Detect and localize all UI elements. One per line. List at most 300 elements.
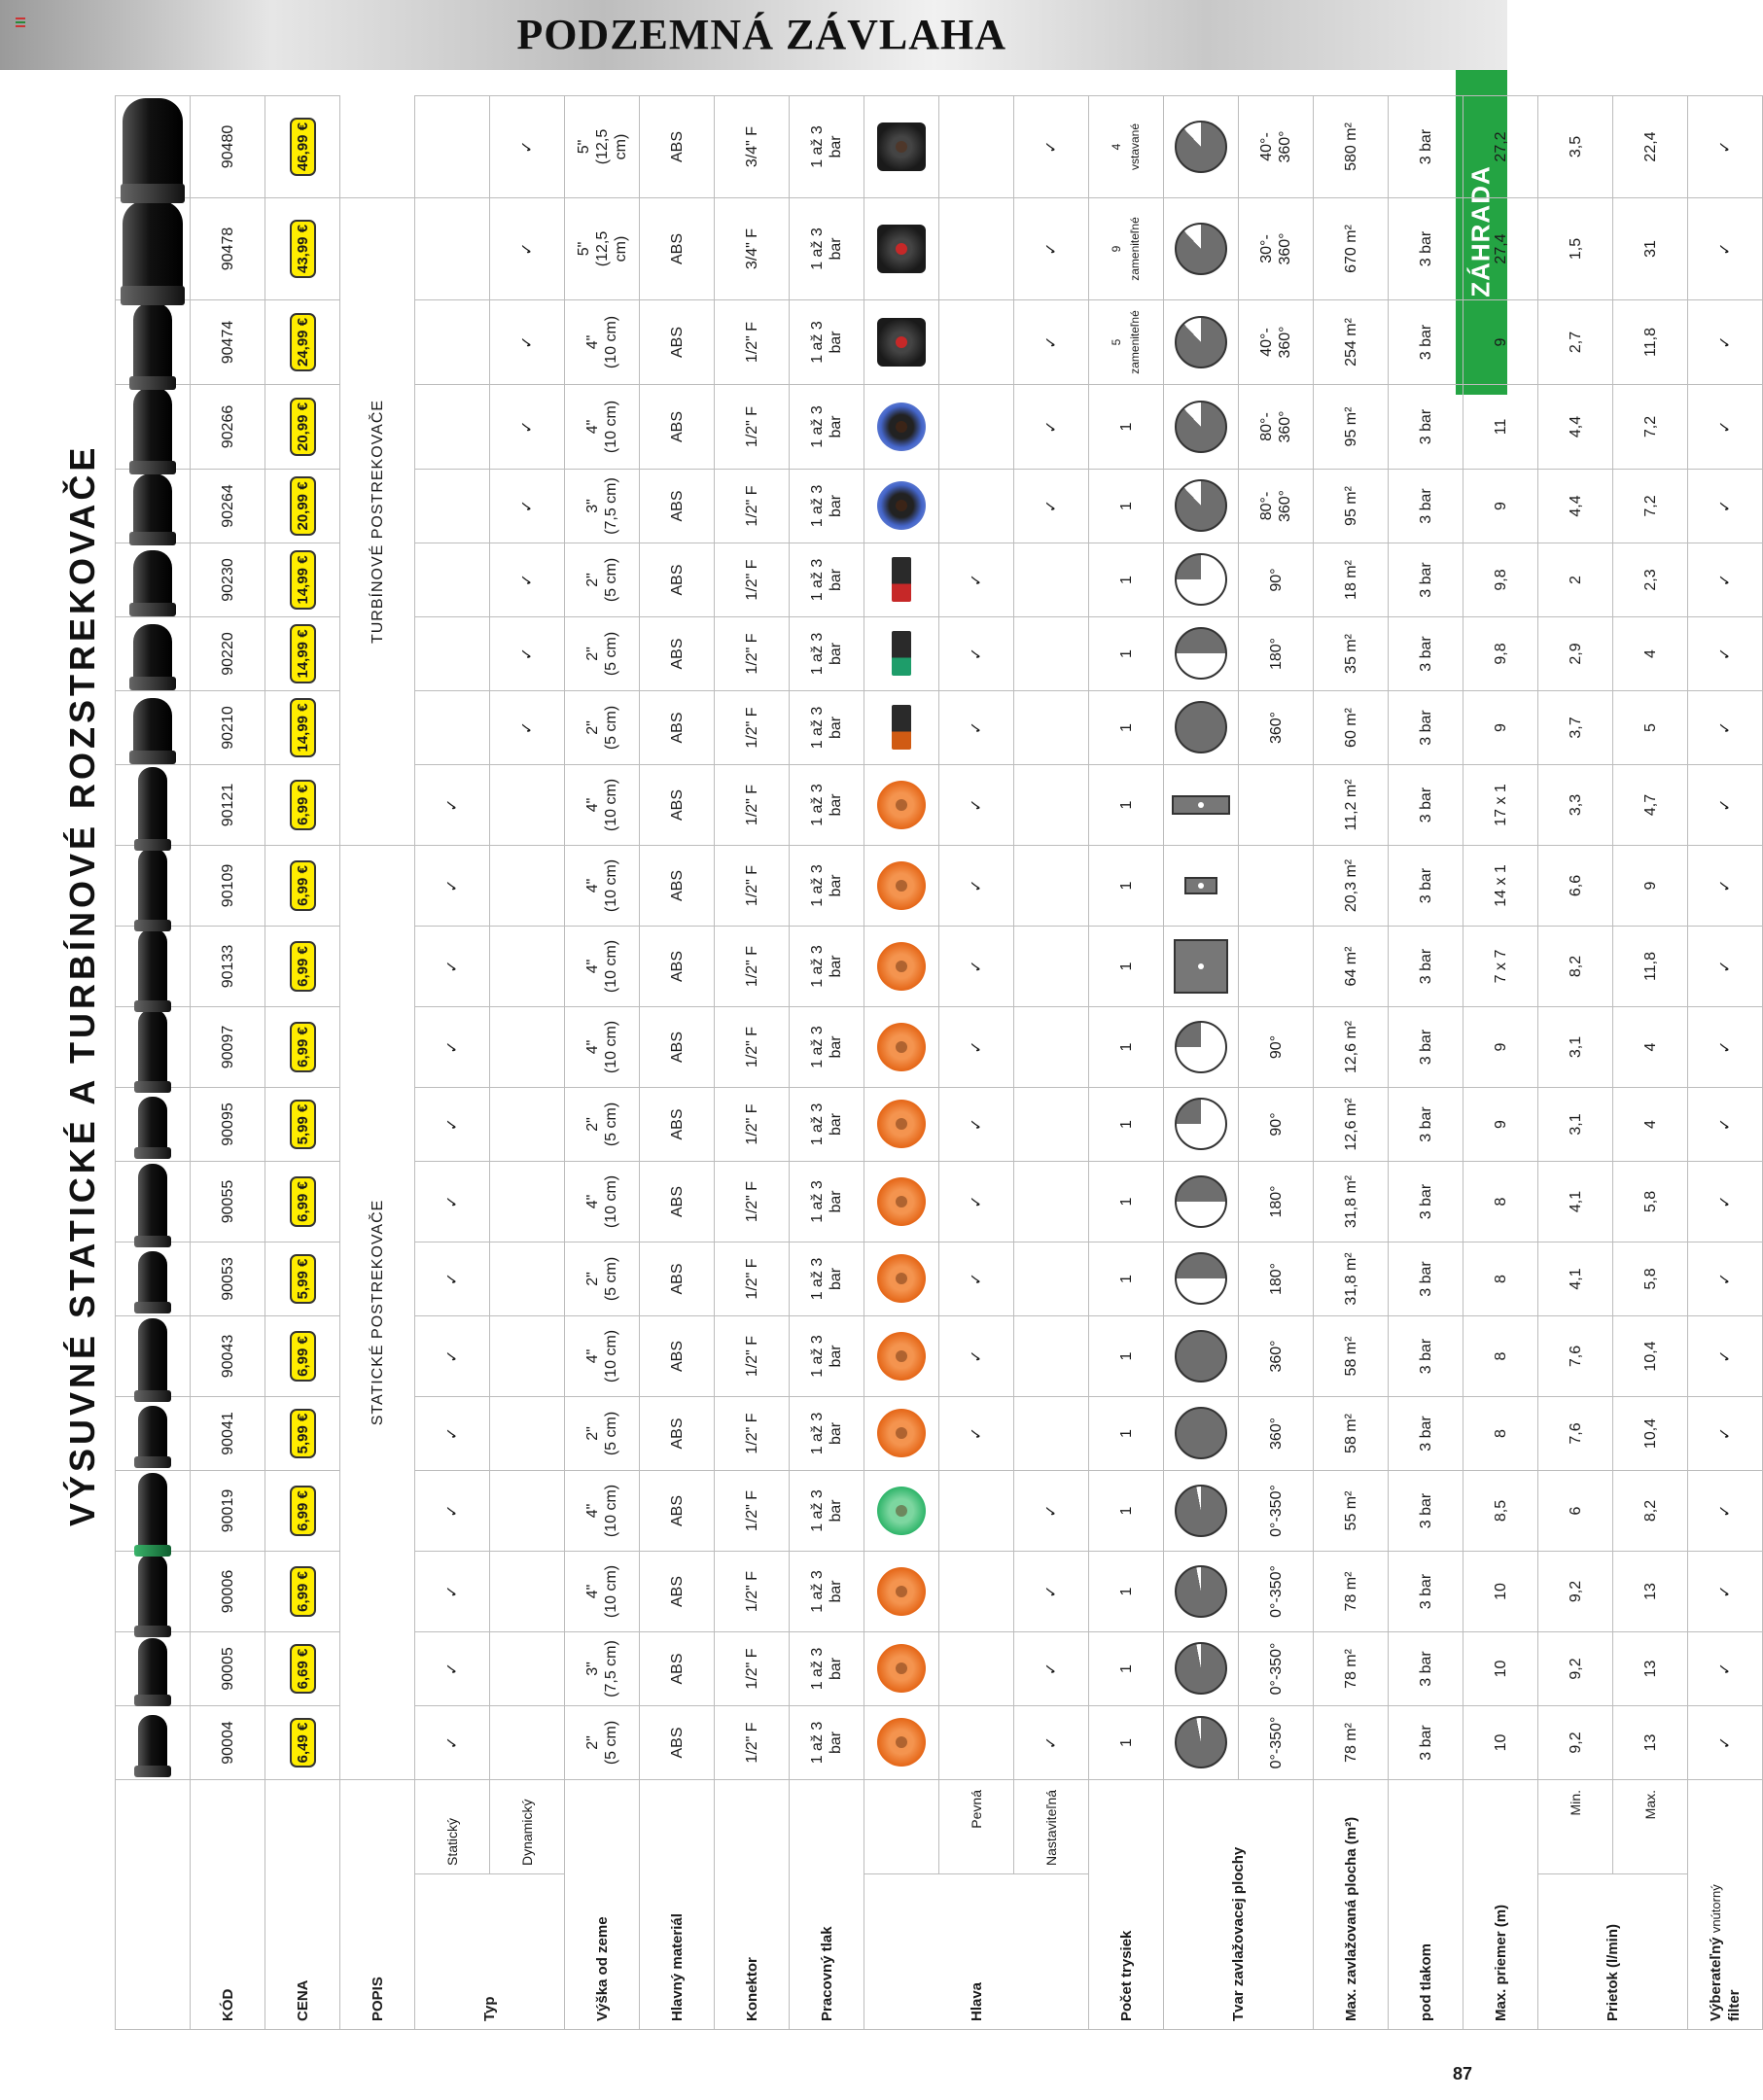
filter-cell: ✓ [1688, 1087, 1763, 1161]
flow-min-cell: 3,5 [1538, 95, 1613, 197]
row-label-staticky: Statický [415, 1779, 490, 1873]
adjustable-circle-icon [1175, 1485, 1227, 1537]
nozzle-icon [877, 122, 926, 171]
pressure-cell [790, 764, 864, 845]
height-line: (10 cm) [603, 1329, 619, 1383]
pressure-line: bar [828, 568, 844, 592]
shape-image-cell [1164, 95, 1239, 197]
pressure-cell [790, 384, 864, 469]
price-badge: 43,99 € [290, 220, 316, 278]
diameter-cell: 11 [1463, 384, 1538, 469]
shape-image-cell [1164, 690, 1239, 764]
shape-image-cell [1164, 1396, 1239, 1470]
product-code: 90004 [191, 1705, 265, 1779]
material-cell: ABS [640, 197, 715, 299]
price-badge: 6,99 € [290, 780, 316, 830]
typ-staticky-cell: ✓ [415, 1551, 490, 1631]
nozzle-image-cell [864, 1631, 939, 1705]
filter-cell: ✓ [1688, 95, 1763, 197]
head-fixed-cell [939, 1705, 1014, 1779]
sprinkler-icon [138, 1554, 167, 1629]
price-cell [265, 616, 340, 690]
height-cell [565, 926, 640, 1006]
nozzle-image-cell [864, 1242, 939, 1315]
diameter-cell: 8,5 [1463, 1470, 1538, 1551]
row-label-dynamicky: Dynamický [490, 1779, 565, 1873]
height-cell [565, 1705, 640, 1779]
shape-image-cell [1164, 926, 1239, 1006]
pressure-line: 1 až 3 [809, 125, 826, 168]
under-pressure-cell: 3 bar [1389, 1161, 1463, 1242]
shape-image-cell [1164, 1705, 1239, 1779]
price-badge: 24,99 € [290, 313, 316, 371]
diameter-cell: 8 [1463, 1315, 1538, 1396]
flow-max-cell: 8,2 [1613, 1470, 1688, 1551]
diameter-cell: 8 [1463, 1396, 1538, 1470]
connector-cell: 3/4" F [715, 197, 790, 299]
price-badge: 5,99 € [290, 1409, 316, 1459]
product-code: 90266 [191, 384, 265, 469]
typ-staticky-cell [415, 197, 490, 299]
height-cell [565, 764, 640, 845]
head-fixed-cell: ✓ [939, 1087, 1014, 1161]
under-pressure-cell: 3 bar [1389, 764, 1463, 845]
diameter-cell: 10 [1463, 1631, 1538, 1705]
head-fixed-cell [939, 1631, 1014, 1705]
filter-label-b: vnútorný [1709, 1884, 1723, 1934]
head-fixed-cell: ✓ [939, 845, 1014, 926]
row-label-pevna: Pevná [939, 1779, 1014, 1873]
material-cell: ABS [640, 95, 715, 197]
nozzle-image-cell [864, 197, 939, 299]
connector-cell: 1/2" F [715, 690, 790, 764]
shape-image-cell [1164, 1315, 1239, 1396]
angle-cell: 80°- 360° [1239, 384, 1314, 469]
flow-max-cell: 4,7 [1613, 764, 1688, 845]
height-cell [565, 845, 640, 926]
price-badge: 6,99 € [290, 1566, 316, 1617]
flow-min-cell: 3,7 [1538, 690, 1613, 764]
head-fixed-cell: ✓ [939, 616, 1014, 690]
typ-dynamicky-cell: ✓ [490, 384, 565, 469]
price-cell [265, 1242, 340, 1315]
row-label-pod-tlakom: pod tlakom [1389, 1779, 1463, 2029]
price-badge: 5,99 € [290, 1254, 316, 1305]
nozzle-icon [877, 942, 926, 991]
typ-staticky-cell: ✓ [415, 1631, 490, 1705]
area-cell: 18 m² [1314, 542, 1389, 616]
connector-cell: 1/2" F [715, 469, 790, 542]
price-badge: 6,99 € [290, 1331, 316, 1382]
pressure-cell [790, 616, 864, 690]
nozzle-image-cell [864, 1470, 939, 1551]
product-code: 90055 [191, 1161, 265, 1242]
height-cell [565, 1551, 640, 1631]
nozzle-image-cell [864, 616, 939, 690]
nozzle-icon [877, 1409, 926, 1457]
connector-cell: 1/2" F [715, 1470, 790, 1551]
price-cell [265, 690, 340, 764]
flow-max-cell: 22,4 [1613, 95, 1688, 197]
pressure-line: bar [828, 1345, 844, 1368]
category-tab-label: ZÁHRADA [1465, 165, 1496, 298]
flow-min-cell: 6,6 [1538, 845, 1613, 926]
product-code: 90133 [191, 926, 265, 1006]
material-cell: ABS [640, 1705, 715, 1779]
flow-min-cell: 9,2 [1538, 1551, 1613, 1631]
row-label-nastavitelna: Nastaviteľná [1014, 1779, 1089, 1873]
area-cell: 78 m² [1314, 1631, 1389, 1705]
flow-min-cell: 8,2 [1538, 926, 1613, 1006]
under-pressure-cell: 3 bar [1389, 1551, 1463, 1631]
area-cell: 64 m² [1314, 926, 1389, 1006]
price-badge: 20,99 € [290, 476, 316, 535]
connector-cell: 3/4" F [715, 95, 790, 197]
nozzle-image-cell [864, 542, 939, 616]
diameter-cell: 10 [1463, 1551, 1538, 1631]
pressure-line: 1 až 3 [809, 1102, 826, 1146]
height-cell [565, 1161, 640, 1242]
price-cell [265, 1087, 340, 1161]
flow-min-cell: 3,1 [1538, 1006, 1613, 1087]
filter-cell: ✓ [1688, 1631, 1763, 1705]
head-adjustable-cell [1014, 764, 1089, 845]
angle-cell: 180° [1239, 1161, 1314, 1242]
nozzle-icon [877, 481, 926, 530]
area-cell: 35 m² [1314, 616, 1389, 690]
shape-image-cell [1164, 542, 1239, 616]
area-cell: 95 m² [1314, 469, 1389, 542]
sprinkler-icon [123, 98, 183, 195]
head-fixed-cell [939, 95, 1014, 197]
height-line: 4" [584, 1194, 601, 1209]
pressure-cell [790, 1242, 864, 1315]
shape-image-cell [1164, 616, 1239, 690]
height-line: (10 cm) [603, 315, 619, 369]
flow-min-cell: 7,6 [1538, 1396, 1613, 1470]
page-title: PODZEMNÁ ZÁVLAHA [516, 11, 1006, 58]
diameter-cell: 17 x 1 [1463, 764, 1538, 845]
typ-dynamicky-cell [490, 1396, 565, 1470]
area-cell: 20,3 m² [1314, 845, 1389, 926]
flow-min-cell: 3,1 [1538, 1087, 1613, 1161]
product-image-cell [116, 690, 191, 764]
connector-cell: 1/2" F [715, 764, 790, 845]
pressure-line: 1 až 3 [809, 945, 826, 988]
spec-table [115, 95, 1763, 2030]
filter-cell: ✓ [1688, 1396, 1763, 1470]
nozzle-image-cell [864, 764, 939, 845]
pressure-cell [790, 926, 864, 1006]
row-label-vyska: Výška od zeme [565, 1779, 640, 2029]
height-line: cm) [612, 133, 629, 160]
product-image-cell [116, 1315, 191, 1396]
nozzle-icon [877, 1487, 926, 1535]
product-code: 90005 [191, 1631, 265, 1705]
price-badge: 6,99 € [290, 1486, 316, 1536]
flow-min-cell: 6 [1538, 1470, 1613, 1551]
connector-cell: 1/2" F [715, 384, 790, 469]
pressure-cell [790, 1087, 864, 1161]
height-line: (10 cm) [603, 1174, 619, 1229]
row-label-typ: Typ [415, 1874, 565, 2030]
height-cell [565, 469, 640, 542]
under-pressure-cell: 3 bar [1389, 1470, 1463, 1551]
pressure-line: bar [828, 1421, 844, 1446]
height-line: (5 cm) [603, 705, 619, 751]
price-cell [265, 1631, 340, 1705]
sprinkler-icon [133, 473, 172, 538]
material-cell: ABS [640, 1161, 715, 1242]
filter-cell: ✓ [1688, 542, 1763, 616]
sprinkler-icon [133, 698, 172, 756]
pressure-line: bar [828, 415, 844, 438]
row-label-tlak: Pracovný tlak [790, 1779, 864, 2029]
head-adjustable-cell: ✓ [1014, 95, 1089, 197]
head-fixed-cell: ✓ [939, 1315, 1014, 1396]
product-code: 90019 [191, 1470, 265, 1551]
product-image-cell [116, 1705, 191, 1779]
typ-dynamicky-cell [490, 1161, 565, 1242]
nozzle-count-cell: 1 [1089, 926, 1164, 1006]
typ-staticky-cell [415, 690, 490, 764]
price-cell [265, 1315, 340, 1396]
nozzle-count-cell: 1 [1089, 616, 1164, 690]
flow-max-cell: 5,8 [1613, 1242, 1688, 1315]
under-pressure-cell: 3 bar [1389, 542, 1463, 616]
pressure-line: bar [828, 1035, 844, 1059]
pressure-line: 1 až 3 [809, 1570, 826, 1613]
material-cell: ABS [640, 690, 715, 764]
quarter-circle-icon [1175, 1098, 1227, 1150]
angle-cell: 90° [1239, 1087, 1314, 1161]
filter-cell: ✓ [1688, 1705, 1763, 1779]
material-cell: ABS [640, 1087, 715, 1161]
under-pressure-cell: 3 bar [1389, 1087, 1463, 1161]
under-pressure-cell: 3 bar [1389, 197, 1463, 299]
flow-max-cell: 5,8 [1613, 1161, 1688, 1242]
height-cell [565, 1315, 640, 1396]
nozzle-count-cell: 1 [1089, 1087, 1164, 1161]
pressure-cell [790, 690, 864, 764]
nozzle-count-cell: 1 [1089, 1161, 1164, 1242]
typ-staticky-cell: ✓ [415, 1087, 490, 1161]
nozzle-icon [877, 1567, 926, 1616]
typ-dynamicky-cell: ✓ [490, 616, 565, 690]
product-code: 90220 [191, 616, 265, 690]
material-cell: ABS [640, 469, 715, 542]
price-cell [265, 197, 340, 299]
row-label-tvar: Tvar zavlažovacej plochy [1164, 1779, 1314, 2029]
flow-min-cell: 4,4 [1538, 469, 1613, 542]
under-pressure-cell: 3 bar [1389, 1006, 1463, 1087]
filter-cell: ✓ [1688, 616, 1763, 690]
pressure-cell [790, 1161, 864, 1242]
nozzle-image-cell [864, 469, 939, 542]
connector-cell: 1/2" F [715, 1006, 790, 1087]
price-cell [265, 1006, 340, 1087]
height-line: 2" [584, 1735, 601, 1750]
diameter-cell: 9,8 [1463, 616, 1538, 690]
pressure-cell [790, 299, 864, 384]
pressure-line: bar [828, 1112, 844, 1137]
height-line: (10 cm) [603, 939, 619, 994]
filter-cell: ✓ [1688, 845, 1763, 926]
pressure-line: bar [828, 494, 844, 518]
typ-dynamicky-cell [490, 1087, 565, 1161]
angle-cell [1239, 764, 1314, 845]
connector-cell: 1/2" F [715, 1161, 790, 1242]
price-cell [265, 95, 340, 197]
flow-min-cell: 7,6 [1538, 1315, 1613, 1396]
head-adjustable-cell: ✓ [1014, 1631, 1089, 1705]
angle-cell: 360° [1239, 1315, 1314, 1396]
typ-dynamicky-cell [490, 1242, 565, 1315]
product-code: 90041 [191, 1396, 265, 1470]
filter-cell: ✓ [1688, 1161, 1763, 1242]
height-line: 2" [584, 1272, 601, 1286]
typ-dynamicky-cell: ✓ [490, 197, 565, 299]
adjustable-circle-icon [1175, 223, 1227, 275]
product-code: 90109 [191, 845, 265, 926]
head-adjustable-cell [1014, 1006, 1089, 1087]
nozzle-count-cell: 1 [1089, 845, 1164, 926]
product-code: 90097 [191, 1006, 265, 1087]
under-pressure-cell: 3 bar [1389, 469, 1463, 542]
price-cell [265, 384, 340, 469]
flow-min-cell: 4,4 [1538, 384, 1613, 469]
pressure-line: 1 až 3 [809, 484, 826, 528]
flow-min-cell: 2,7 [1538, 299, 1613, 384]
typ-staticky-cell: ✓ [415, 926, 490, 1006]
nozzle-icon [892, 557, 911, 602]
shape-image-cell [1164, 845, 1239, 926]
price-badge: 6,69 € [290, 1644, 316, 1695]
nozzle-icon [877, 1023, 926, 1071]
area-cell: 12,6 m² [1314, 1006, 1389, 1087]
material-cell: ABS [640, 845, 715, 926]
square-area-icon [1174, 939, 1228, 994]
row-label-filter [1688, 1779, 1763, 2029]
head-adjustable-cell: ✓ [1014, 1551, 1089, 1631]
nozzle-count-cell: 5 zameniteľné [1089, 299, 1164, 384]
angle-cell: 90° [1239, 542, 1314, 616]
price-badge: 6,99 € [290, 1176, 316, 1227]
nozzle-icon [877, 861, 926, 910]
head-adjustable-cell: ✓ [1014, 197, 1089, 299]
head-fixed-cell [939, 1470, 1014, 1551]
product-image-cell [116, 764, 191, 845]
product-image-cell [116, 299, 191, 384]
pressure-line: 1 až 3 [809, 784, 826, 826]
pressure-line: 1 až 3 [809, 1721, 826, 1765]
price-cell [265, 1161, 340, 1242]
angle-cell: 90° [1239, 1006, 1314, 1087]
pressure-line: bar [828, 1731, 844, 1755]
shape-image-cell [1164, 1551, 1239, 1631]
strip-area-icon [1184, 877, 1217, 894]
flow-max-cell: 11,8 [1613, 299, 1688, 384]
diameter-cell: 8 [1463, 1161, 1538, 1242]
under-pressure-cell: 3 bar [1389, 1396, 1463, 1470]
typ-dynamicky-cell [490, 1470, 565, 1551]
row-label-popis: POPIS [340, 1779, 415, 2029]
head-fixed-cell [939, 469, 1014, 542]
flow-max-cell: 10,4 [1613, 1315, 1688, 1396]
angle-cell: 180° [1239, 616, 1314, 690]
flow-max-cell: 2,3 [1613, 542, 1688, 616]
connector-cell: 1/2" F [715, 1631, 790, 1705]
pressure-line: 1 až 3 [809, 1412, 826, 1455]
nozzle-icon [877, 1254, 926, 1303]
head-adjustable-cell [1014, 690, 1089, 764]
full-circle-icon [1175, 1330, 1227, 1382]
sprinkler-icon [138, 1318, 167, 1394]
adjustable-circle-icon [1175, 316, 1227, 368]
head-adjustable-cell [1014, 1087, 1089, 1161]
flow-max-cell: 4 [1613, 1006, 1688, 1087]
head-adjustable-cell [1014, 1315, 1089, 1396]
shape-image-cell [1164, 1470, 1239, 1551]
height-cell [565, 1470, 640, 1551]
flow-min-cell: 4,1 [1538, 1161, 1613, 1242]
pressure-line: 1 až 3 [809, 321, 826, 364]
pressure-line: 1 až 3 [809, 1180, 826, 1223]
nozzle-count-cell: 1 [1089, 542, 1164, 616]
angle-cell: 0°-350° [1239, 1470, 1314, 1551]
height-cell [565, 1631, 640, 1705]
adjustable-circle-icon [1175, 1565, 1227, 1618]
flow-max-cell: 7,2 [1613, 469, 1688, 542]
height-line: 3" [584, 499, 601, 513]
sprinkler-icon [133, 624, 172, 682]
typ-dynamicky-cell: ✓ [490, 690, 565, 764]
filter-cell: ✓ [1688, 1006, 1763, 1087]
flow-max-cell: 4 [1613, 1087, 1688, 1161]
angle-cell: 0°-350° [1239, 1631, 1314, 1705]
section-label: TURBÍNOVÉ POSTREKOVAČE [340, 197, 415, 845]
flow-min-cell: 2 [1538, 542, 1613, 616]
pressure-line: 1 až 3 [809, 1647, 826, 1691]
angle-cell: 40°- 360° [1239, 95, 1314, 197]
area-cell: 31,8 m² [1314, 1242, 1389, 1315]
shape-image-cell [1164, 1006, 1239, 1087]
typ-dynamicky-cell: ✓ [490, 95, 565, 197]
height-cell [565, 95, 640, 197]
row-label-cena: CENA [265, 1779, 340, 2029]
sprinkler-icon [133, 550, 172, 609]
height-line: (5 cm) [603, 1720, 619, 1766]
row-label-hlava: Hlava [864, 1874, 1089, 2030]
head-adjustable-cell: ✓ [1014, 1705, 1089, 1779]
diameter-cell: 10 [1463, 1705, 1538, 1779]
under-pressure-cell: 3 bar [1389, 299, 1463, 384]
height-cell [565, 1087, 640, 1161]
under-pressure-cell: 3 bar [1389, 1631, 1463, 1705]
area-cell: 78 m² [1314, 1705, 1389, 1779]
adjustable-circle-icon [1175, 401, 1227, 453]
area-cell: 12,6 m² [1314, 1087, 1389, 1161]
typ-dynamicky-cell [490, 926, 565, 1006]
under-pressure-cell: 3 bar [1389, 1242, 1463, 1315]
price-badge: 14,99 € [290, 698, 316, 756]
flow-max-cell: 10,4 [1613, 1396, 1688, 1470]
nozzle-image-cell [864, 690, 939, 764]
angle-cell: 180° [1239, 1242, 1314, 1315]
nozzle-count-cell: 1 [1089, 1631, 1164, 1705]
under-pressure-cell: 3 bar [1389, 690, 1463, 764]
image-header-cell [116, 1779, 191, 2029]
